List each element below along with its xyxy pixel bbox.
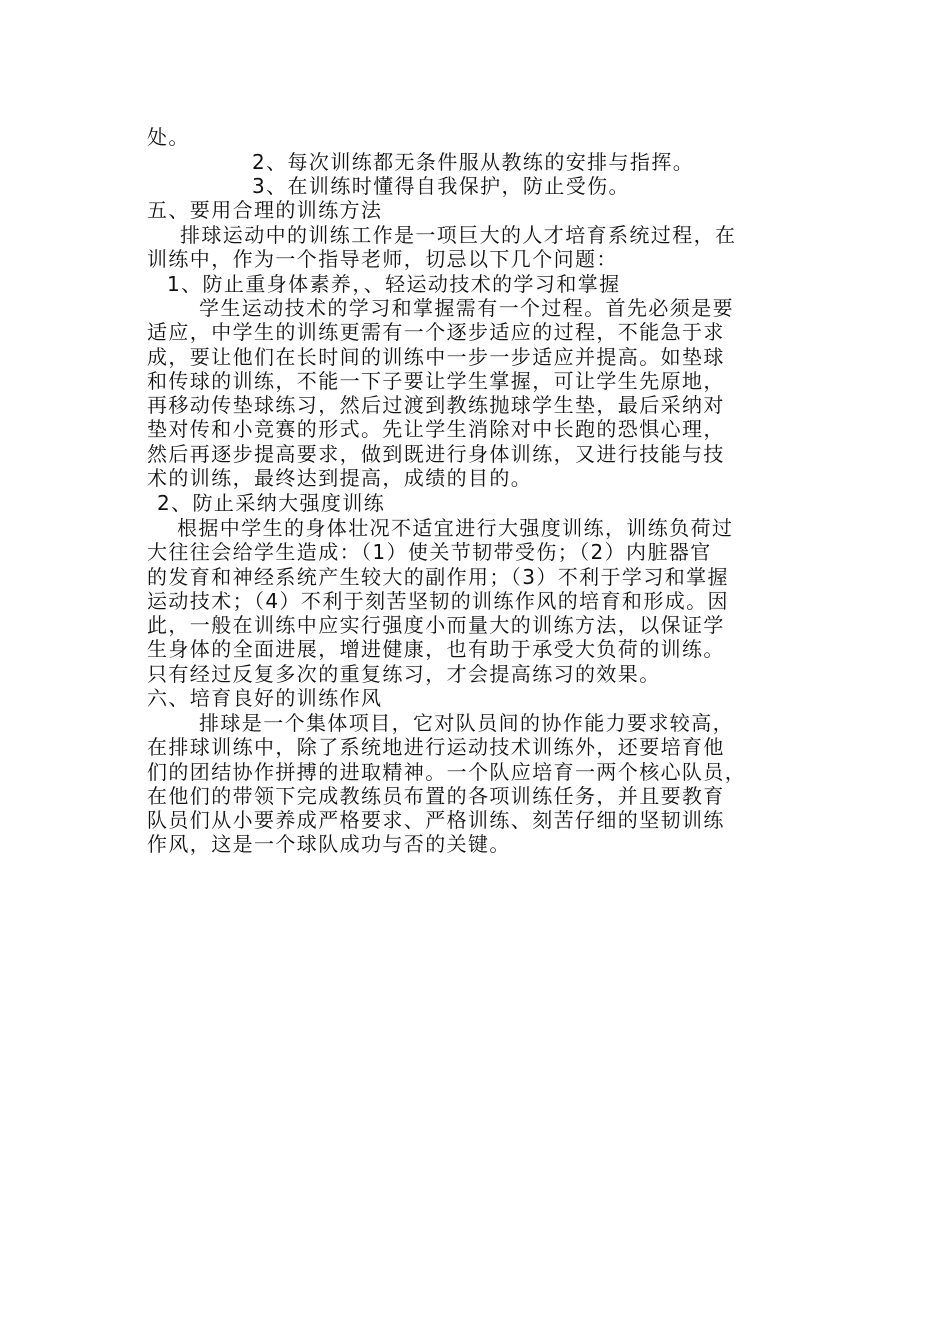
paragraph-3 bbox=[147, 516, 807, 686]
list-item-3: 3、在训练时懂得自我保护，防止受伤。 bbox=[252, 174, 630, 198]
paragraph-line: 和传球的训练，不能一下子要让学生掌握，可让学生先原地， bbox=[147, 368, 725, 393]
paragraph-line: 成，要让他们在长时间的训练中一步一步适应并提高。如垫球 bbox=[147, 344, 725, 369]
paragraph-line: 然后再逐步提高要求，做到既进行身体训练，又进行技能与技 bbox=[147, 441, 725, 466]
paragraph-line: 的发育和神经系统产生较大的副作用；（3）不利于学习和掌握 bbox=[147, 564, 729, 589]
paragraph-line: 排球运动中的训练工作是一项巨大的人才培育系统过程，在 bbox=[180, 223, 737, 247]
list-item-2: 2、每次训练都无条件服从教练的安排与指挥。 bbox=[252, 150, 695, 174]
paragraph-line: 此，一般在训练中应实行强度小而量大的训练方法，以保证学 bbox=[147, 613, 725, 638]
section-heading-5: 五、要用合理的训练方法 bbox=[147, 198, 383, 222]
paragraph-line: 再移动传垫球练习，然后过渡到教练抛球学生垫，最后采纳对 bbox=[147, 393, 725, 418]
paragraph-line: 垫对传和小竞赛的形式。先让学生消除对中长跑的恐惧心理， bbox=[147, 417, 725, 442]
paragraph-4 bbox=[147, 711, 807, 857]
continuation-line: 处。 bbox=[147, 125, 190, 149]
paragraph-line: 生身体的全面进展，增进健康，也有助于承受大负荷的训练。 bbox=[147, 637, 725, 662]
subheading-2: 2、防止采纳大强度训练 bbox=[157, 491, 386, 515]
paragraph-line: 根据中学生的身体壮况不适宜进行大强度训练，训练负荷过 bbox=[177, 516, 734, 540]
section-heading-6: 六、培育良好的训练作风 bbox=[147, 686, 383, 710]
paragraph-line: 队员们从小要养成严格要求、严格训练、刻苦仔细的坚韧训练 bbox=[147, 808, 725, 833]
paragraph-line: 训练中，作为一个指导老师，切忌以下几个问题： bbox=[147, 247, 618, 272]
paragraph-line: 大往往会给学生造成：（1）使关节韧带受伤；（2）内脏器官 bbox=[147, 540, 712, 565]
paragraph-1 bbox=[147, 223, 807, 272]
paragraph-line: 术的训练，最终达到提高，成绩的目的。 bbox=[147, 466, 533, 491]
paragraph-line: 们的团结协作拼搏的进取精神。一个队应培育一两个核心队员， bbox=[147, 759, 747, 784]
paragraph-2 bbox=[147, 296, 807, 490]
paragraph-line: 作风，这是一个球队成功与否的关键。 bbox=[147, 832, 511, 857]
paragraph-line: 排球是一个集体项目，它对队员间的协作能力要求较高， bbox=[199, 711, 734, 735]
paragraph-line: 在排球训练中，除了系统地进行运动技术训练外，还要培育他 bbox=[147, 735, 725, 760]
paragraph-line: 适应，中学生的训练更需有一个逐步适应的过程，不能急于求 bbox=[147, 320, 725, 345]
paragraph-line: 运动技术；（4）不利于刻苦坚韧的训练作风的培育和形成。因 bbox=[147, 588, 729, 613]
paragraph-line: 学生运动技术的学习和掌握需有一个过程。首先必须是要 bbox=[199, 296, 734, 320]
subheading-1: 1、防止重身体素养，、轻运动技术的学习和掌握 bbox=[167, 272, 621, 296]
paragraph-line: 在他们的带领下完成教练员布置的各项训练任务，并且要教育 bbox=[147, 783, 725, 808]
paragraph-line: 只有经过反复多次的重复练习，才会提高练习的效果。 bbox=[147, 661, 661, 686]
